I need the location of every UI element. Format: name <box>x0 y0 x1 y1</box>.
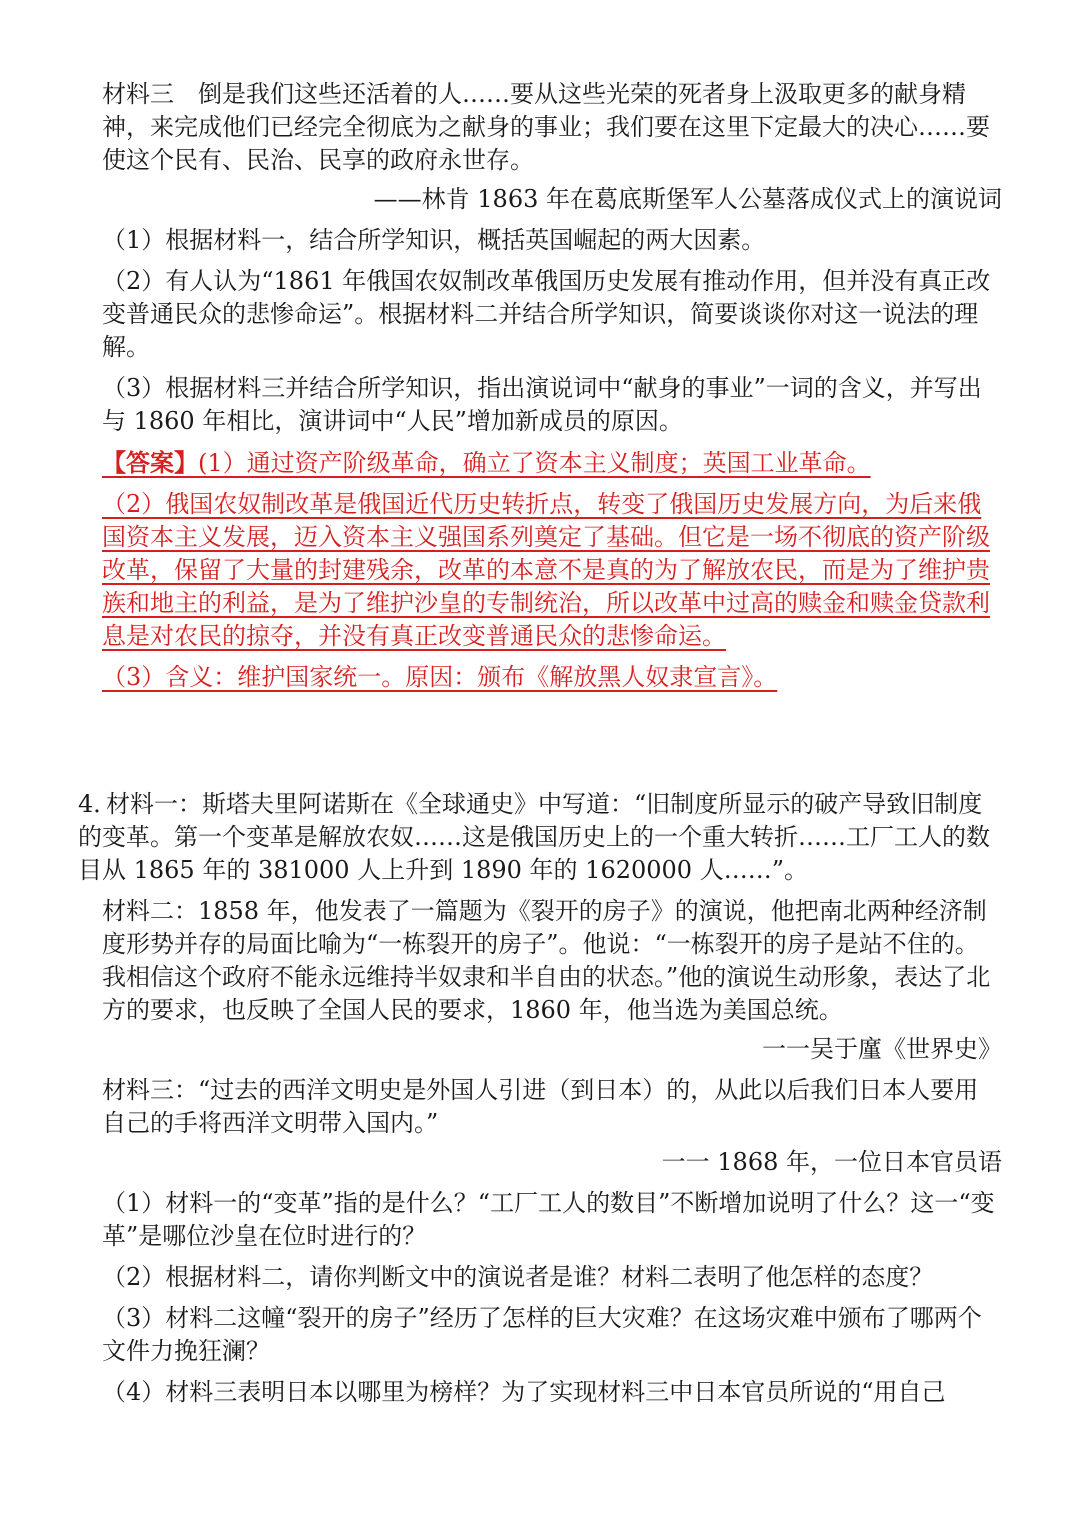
question-3-1: （1）根据材料一，结合所学知识，概括英国崛起的两大因素。 <box>102 226 766 254</box>
q4-question-4: （4）材料三表明日本以哪里为榜样？为了实现材料三中日本官员所说的“用自己 <box>102 1378 946 1406</box>
question-4-section <box>78 788 1002 1409</box>
q4-material-2: 材料二：1858 年，他发表了一篇题为《裂开的房子》的演说，他把南北两种经济制度形势并存的局面比喻为“一栋裂开的房子”。他说：“一栋裂开的房子是站不住的。我相信这个政府不能永远维持半奴隶和半自由的状态。”他的演说生动形象，表达了北方的要求，也反映了全国人民的要求，1860 年，他当选为美国总统。 <box>102 897 991 1024</box>
q4-material-1 <box>78 788 1002 887</box>
q4-material-2-source: 一一吴于廑《世界史》 <box>762 1035 1002 1063</box>
question-3-section <box>102 78 1002 694</box>
answer-2: （2）俄国农奴制改革是俄国近代历史转折点，转变了俄国历史发展方向，为后来俄国资本主义发展，迈入资本主义强国系列奠定了基础。但它是一场不彻底的资产阶级改革，保留了大量的封建残余，改革的本意不是真的为了解放农民，而是为了维护贵族和地主的利益，是为了维护沙皇的专制统治，所以改革中过高的赎金和赎金贷款利息是对农民的掠夺，并没有真正改变普通民众的悲惨命运。 <box>102 490 990 650</box>
answer-1 <box>102 446 1002 480</box>
q4-number: 4． <box>78 790 118 818</box>
q4-body <box>102 895 1002 1409</box>
answer-3: （3）含义：维护国家统一。原因：颁布《解放黑人奴隶宣言》。 <box>102 663 778 691</box>
answer-1-text: (1）通过资产阶级革命，确立了资本主义制度；英国工业革命。 <box>198 449 871 477</box>
question-3-2: （2）有人认为“1861 年俄国农奴制改革俄国历史发展有推动作用，但并没有真正改变普通民众的悲惨命运”。根据材料二并结合所学知识，简要谈谈你对这一说法的理解。 <box>102 267 991 361</box>
q4-material-1-text: 材料一：斯塔夫里阿诺斯在《全球通史》中写道：“旧制度所显示的破产导致旧制度的变革。第一个变革是解放农奴……这是俄国历史上的一个重大转折……工厂工人的数目从 1865 年的 381000 人上升到 1890 年的 1620000 人……”。 <box>78 790 990 884</box>
material-3-source: ——林肯 1863 年在葛底斯堡军人公墓落成仪式上的演说词 <box>373 185 1002 213</box>
material-3-text: 材料三 倒是我们这些还活着的人……要从这些光荣的死者身上汲取更多的献身精神，来完成他们已经完全彻底为之献身的事业；我们要在这里下定最大的决心……要使这个民有、民治、民享的政府永世存。 <box>102 80 990 174</box>
q4-question-3: （3）材料二这幢“裂开的房子”经历了怎样的巨大灾难？在这场灾难中颁布了哪两个文件力挽狂澜？ <box>102 1304 982 1365</box>
q4-material-3: 材料三：“过去的西洋文明史是外国人引进（到日本）的，从此以后我们日本人要用自己的手将西洋文明带入国内。” <box>102 1076 979 1137</box>
question-3-3: （3）根据材料三并结合所学知识，指出演说词中“献身的事业”一词的含义，并写出与 1860 年相比，演讲词中“人民”增加新成员的原因。 <box>102 374 982 435</box>
q4-question-1: （1）材料一的“变革”指的是什么？“工厂工人的数目”不断增加说明了什么？这一“变革”是哪位沙皇在位时进行的？ <box>102 1189 995 1250</box>
q4-material-3-source: 一一 1868 年，一位日本官员语 <box>661 1148 1002 1176</box>
answer-tag: 【答案】 <box>102 448 198 477</box>
q4-question-2: （2）根据材料二，请你判断文中的演说者是谁？材料二表明了他怎样的态度？ <box>102 1263 934 1291</box>
